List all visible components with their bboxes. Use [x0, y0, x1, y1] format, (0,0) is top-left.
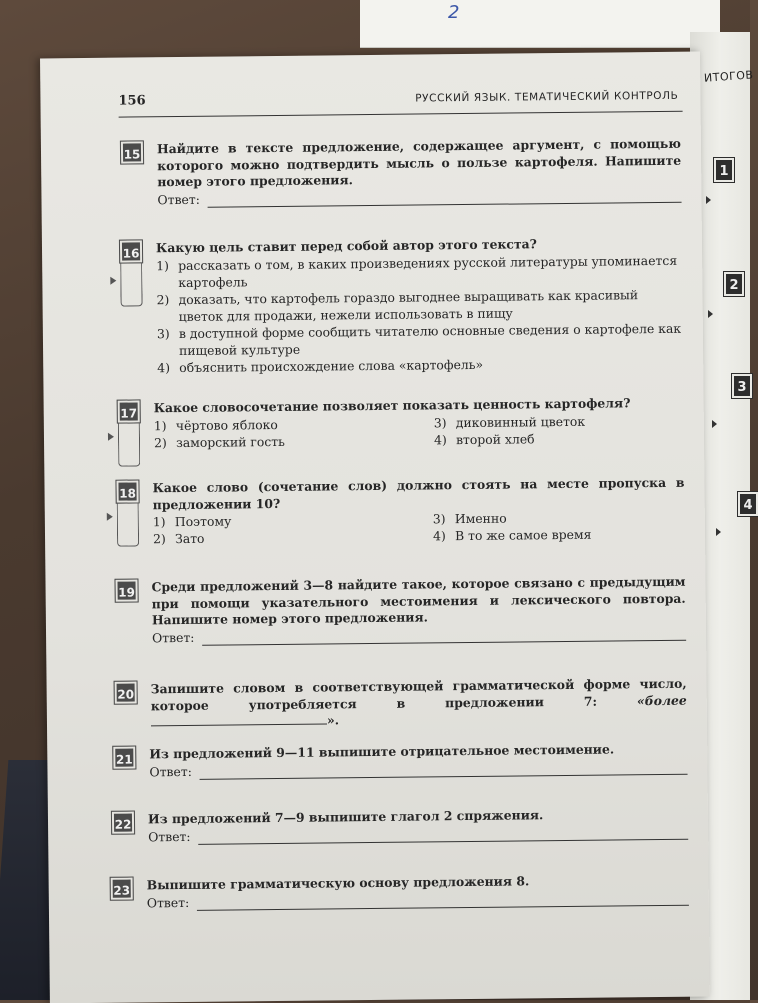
option-number: 1) — [152, 514, 166, 530]
answer-label: Ответ: — [152, 629, 195, 645]
answer-field[interactable] — [151, 713, 327, 726]
task-content — [157, 136, 682, 208]
task-number-badge: 23 — [111, 878, 133, 900]
answer-box[interactable] — [120, 262, 142, 306]
arrow-marker-icon — [108, 433, 114, 441]
answer-field[interactable] — [200, 762, 688, 779]
option-number: 3) — [433, 414, 447, 430]
task-question — [151, 676, 687, 731]
task-21 — [113, 741, 687, 779]
answer-label: Ответ: — [149, 763, 192, 779]
option-text: в доступной форме сообщить читателю основные сведения о картофеле как пищевой культуре — [178, 320, 682, 358]
option[interactable] — [156, 285, 682, 325]
adjacent-page-title: ИТОГОВ — [703, 68, 754, 85]
task-question: Какое словосочетание позволяет показать ценность картофеля? — [153, 395, 631, 416]
options-grid — [153, 508, 685, 548]
option[interactable] — [433, 525, 701, 545]
option-text: объяснить происхождение слова «картофель» — [179, 356, 484, 375]
task-18 — [116, 474, 685, 547]
option-text: диковинный цветок — [455, 413, 586, 430]
task-17 — [118, 395, 684, 450]
option-number: 2) — [152, 531, 166, 547]
task-number-badge: 20 — [115, 681, 137, 703]
task-question: Найдите в тексте предложение, содержащее аргумент, с помощью которого можно подтвердить мысль о пользе картофеля. Напишите номер этого предложения. — [156, 135, 682, 190]
task-number-badge: 15 — [121, 141, 143, 163]
task-number-badge: 18 — [116, 480, 138, 502]
task-number-badge: 17 — [118, 400, 140, 422]
task-question: Из предложений 9—11 выпишите отрицательное местоимение. — [149, 741, 615, 762]
option-text: чёртово яблоко — [175, 416, 278, 433]
adjacent-arrow-icon — [716, 528, 721, 536]
option-number: 3) — [156, 325, 170, 341]
option-text: В то же самое время — [454, 526, 592, 544]
answer-field[interactable] — [197, 893, 689, 910]
task-content — [154, 395, 684, 451]
task-22 — [112, 806, 688, 844]
task-question: Среди предложений 3—8 найдите такое, которое связано с предыдущим при помощи указательного местоимения и лексического повтора. Напишите номер этого предложения. — [151, 573, 686, 628]
task-content — [151, 574, 686, 646]
task-content — [148, 806, 688, 845]
option[interactable] — [153, 527, 433, 547]
notebook-corner — [360, 0, 720, 48]
answer-field[interactable] — [208, 190, 682, 207]
task-15 — [121, 135, 682, 207]
answer-field[interactable] — [198, 827, 688, 844]
quote-open: «более — [636, 692, 687, 708]
option[interactable] — [156, 251, 682, 291]
task-question-text: Запишите словом в соответствующей грамматической форме число, которое употребляется в предложении 7: — [150, 675, 687, 713]
option-text: Зато — [174, 530, 205, 547]
task-number-badge: 16 — [120, 240, 142, 262]
task-content — [147, 872, 689, 911]
adjacent-arrow-icon — [706, 196, 711, 204]
answer-field[interactable] — [202, 628, 686, 645]
notebook-handwritten-mark: 2 — [448, 2, 460, 23]
task-question: Из предложений 7—9 выпишите глагол 2 спряжения. — [147, 807, 544, 827]
task-23 — [111, 872, 689, 910]
option-number: 2) — [153, 434, 167, 450]
task-question: Какое слово (сочетание слов) должно стоять на месте пропуска в предложении 10? — [152, 474, 685, 512]
adjacent-task-number: 3 — [732, 374, 752, 398]
page-header — [118, 88, 682, 118]
options-grid — [154, 411, 684, 451]
adjacent-task-number: 1 — [714, 158, 734, 182]
answer-label: Ответ: — [146, 894, 190, 910]
page-number: 156 — [118, 93, 146, 109]
task-number-badge: 22 — [112, 812, 134, 834]
option-text: заморский гость — [175, 433, 285, 450]
option-text: второй хлеб — [455, 430, 535, 447]
adjacent-task-number: 2 — [724, 272, 744, 296]
task-16 — [120, 235, 682, 375]
answer-label: Ответ: — [157, 191, 200, 207]
option-text: доказать, что картофель гораздо выгоднее выращивать как красивый цветок для продажи, нежели использовать в пищу — [178, 286, 639, 324]
option-number: 1) — [153, 417, 167, 433]
option-number: 2) — [156, 291, 170, 307]
option[interactable] — [434, 428, 702, 448]
arrow-marker-icon — [107, 513, 113, 521]
answer-label: Ответ: — [148, 828, 191, 844]
option-text: рассказать о том, в каких произведениях русской литературы упоминается картофель — [178, 252, 678, 290]
option[interactable] — [154, 431, 434, 451]
option-number: 1) — [156, 257, 169, 273]
task-question: Какую цель ставит перед собой автор этого текста? — [155, 236, 537, 256]
option-number: 4) — [433, 431, 447, 447]
option-number: 4) — [432, 528, 446, 544]
option-number: 4) — [157, 359, 171, 375]
task-content — [151, 676, 687, 731]
task-content — [156, 235, 683, 376]
option[interactable] — [157, 319, 683, 359]
task-content — [152, 475, 685, 548]
task-19 — [115, 573, 686, 645]
option-text: Именно — [454, 510, 507, 527]
adjacent-arrow-icon — [712, 420, 717, 428]
task-question: Выпишите грамматическую основу предложения 8. — [146, 873, 530, 893]
adjacent-arrow-icon — [708, 310, 713, 318]
option-text: Поэтому — [174, 513, 232, 530]
task-number-badge: 21 — [113, 746, 135, 768]
book-page — [40, 52, 710, 1003]
running-title: РУССКИЙ ЯЗЫК. ТЕМАТИЧЕСКИЙ КОНТРОЛЬ — [415, 89, 679, 105]
adjacent-task-number: 4 — [738, 492, 758, 516]
answer-box[interactable] — [117, 502, 139, 546]
task-content — [149, 741, 687, 780]
answer-box[interactable] — [118, 422, 140, 466]
option-number: 3) — [432, 511, 446, 527]
options-list — [156, 251, 683, 376]
task-number-badge: 19 — [115, 579, 137, 601]
quote-close: ». — [326, 712, 340, 728]
arrow-marker-icon — [110, 277, 116, 285]
task-20 — [115, 675, 687, 728]
